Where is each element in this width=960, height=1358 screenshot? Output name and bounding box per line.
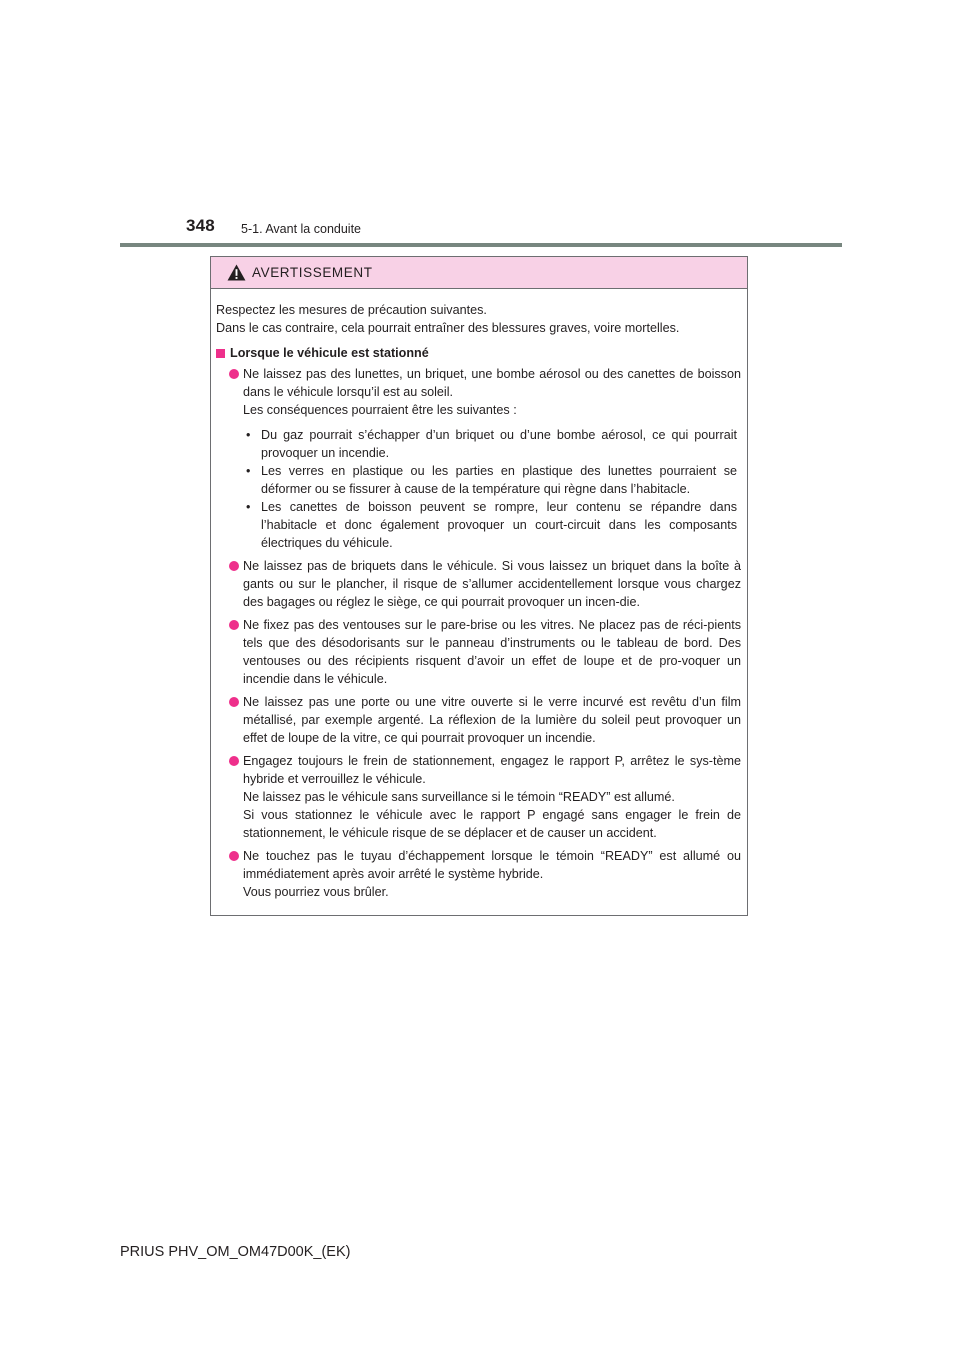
item-text: Engagez toujours le frein de stationnement, engagez le rapport P, arrêtez le sys-tème hybride et verrouillez le véhicule. bbox=[243, 754, 741, 786]
subheading bbox=[216, 344, 741, 362]
footer-model-code: PRIUS PHV_OM_OM47D00K_(EK) bbox=[120, 1244, 351, 1260]
item-text: Ne touchez pas le tuyau d’échappement lorsque le témoin “READY” est allumé ou immédiatement après avoir arrêté le système hybride. bbox=[243, 849, 741, 881]
item-text: Ne laissez pas des lunettes, un briquet, une bombe aérosol ou des canettes de boisson dans le véhicule lorsqu’il est au soleil. bbox=[243, 367, 741, 399]
sub-item-text: Les canettes de boisson peuvent se rompre, leur contenu se répandre dans l’habitacle et donc également provoquer un court-circuit dans les composants électriques du véhicule. bbox=[261, 500, 737, 550]
dot-bullet-icon: • bbox=[246, 500, 251, 514]
list-item bbox=[216, 752, 741, 842]
square-bullet-icon bbox=[216, 349, 225, 358]
sub-list-item bbox=[243, 462, 737, 498]
warning-intro bbox=[216, 301, 741, 337]
sub-list-item bbox=[243, 498, 737, 552]
list-item bbox=[216, 365, 741, 552]
item-text: Si vous stationnez le véhicule avec le rapport P engagé sans engager le frein de stationnement, le véhicule risque de se déplacer et de causer un accident. bbox=[243, 808, 741, 840]
circle-bullet-icon bbox=[229, 697, 239, 707]
list-item bbox=[216, 693, 741, 747]
warning-body bbox=[211, 289, 747, 901]
circle-bullet-icon bbox=[229, 620, 239, 630]
circle-bullet-icon bbox=[229, 369, 239, 379]
item-text: Les conséquences pourraient être les suivantes : bbox=[243, 403, 517, 417]
list-item bbox=[216, 616, 741, 688]
intro-line: Dans le cas contraire, cela pourrait entraîner des blessures graves, voire mortelles. bbox=[216, 321, 680, 335]
list-item bbox=[216, 847, 741, 901]
dot-bullet-icon: • bbox=[246, 464, 251, 478]
warning-title: AVERTISSEMENT bbox=[252, 265, 373, 280]
intro-line: Respectez les mesures de précaution suivantes. bbox=[216, 303, 487, 317]
section-title: 5-1. Avant la conduite bbox=[241, 222, 361, 236]
dot-bullet-icon: • bbox=[246, 428, 251, 442]
circle-bullet-icon bbox=[229, 561, 239, 571]
header-rule bbox=[120, 243, 842, 247]
item-text: Ne laissez pas de briquets dans le véhicule. Si vous laissez un briquet dans la boîte à gants ou sur le plancher, il risque de s’allumer accidentellement lorsque vous chargez des bagages ou réglez le siège, ce qui pourrait provoquer un incen-die. bbox=[243, 559, 741, 609]
item-text: Ne laissez pas une porte ou une vitre ouverte si le verre incurvé est revêtu d’un film métallisé, par exemple argenté. La réflexion de la lumière du soleil peut provoquer un effet de loupe de la vitre, ce qui pourrait provoquer un incendie. bbox=[243, 695, 741, 745]
item-text: Vous pourriez vous brûler. bbox=[243, 885, 389, 899]
item-text: Ne laissez pas le véhicule sans surveillance si le témoin “READY” est allumé. bbox=[243, 790, 675, 804]
circle-bullet-icon bbox=[229, 756, 239, 766]
list-item bbox=[216, 557, 741, 611]
precaution-list bbox=[216, 365, 741, 901]
sub-list-item bbox=[243, 426, 737, 462]
page-number: 348 bbox=[186, 216, 215, 235]
sub-item-text: Du gaz pourrait s’échapper d’un briquet ou d’une bombe aérosol, ce qui pourrait provoquer un incendie. bbox=[261, 428, 737, 460]
consequence-list bbox=[243, 426, 737, 552]
warning-header bbox=[211, 257, 747, 289]
sub-item-text: Les verres en plastique ou les parties en plastique des lunettes pourraient se déformer ou se fissurer à cause de la température qui règne dans l’habitacle. bbox=[261, 464, 737, 496]
item-text: Ne fixez pas des ventouses sur le pare-brise ou les vitres. Ne placez pas de réci-pients tels que des désodorisants sur le panneau d’instruments ou le tableau de bord. Des ventouses ou des récipients risquent d’avoir un effet de loupe et de pro-voquer un incendie dans le véhicule. bbox=[243, 618, 741, 686]
warning-triangle-icon bbox=[227, 264, 246, 281]
warning-box bbox=[210, 256, 748, 916]
circle-bullet-icon bbox=[229, 851, 239, 861]
subheading-text: Lorsque le véhicule est stationné bbox=[230, 346, 429, 360]
